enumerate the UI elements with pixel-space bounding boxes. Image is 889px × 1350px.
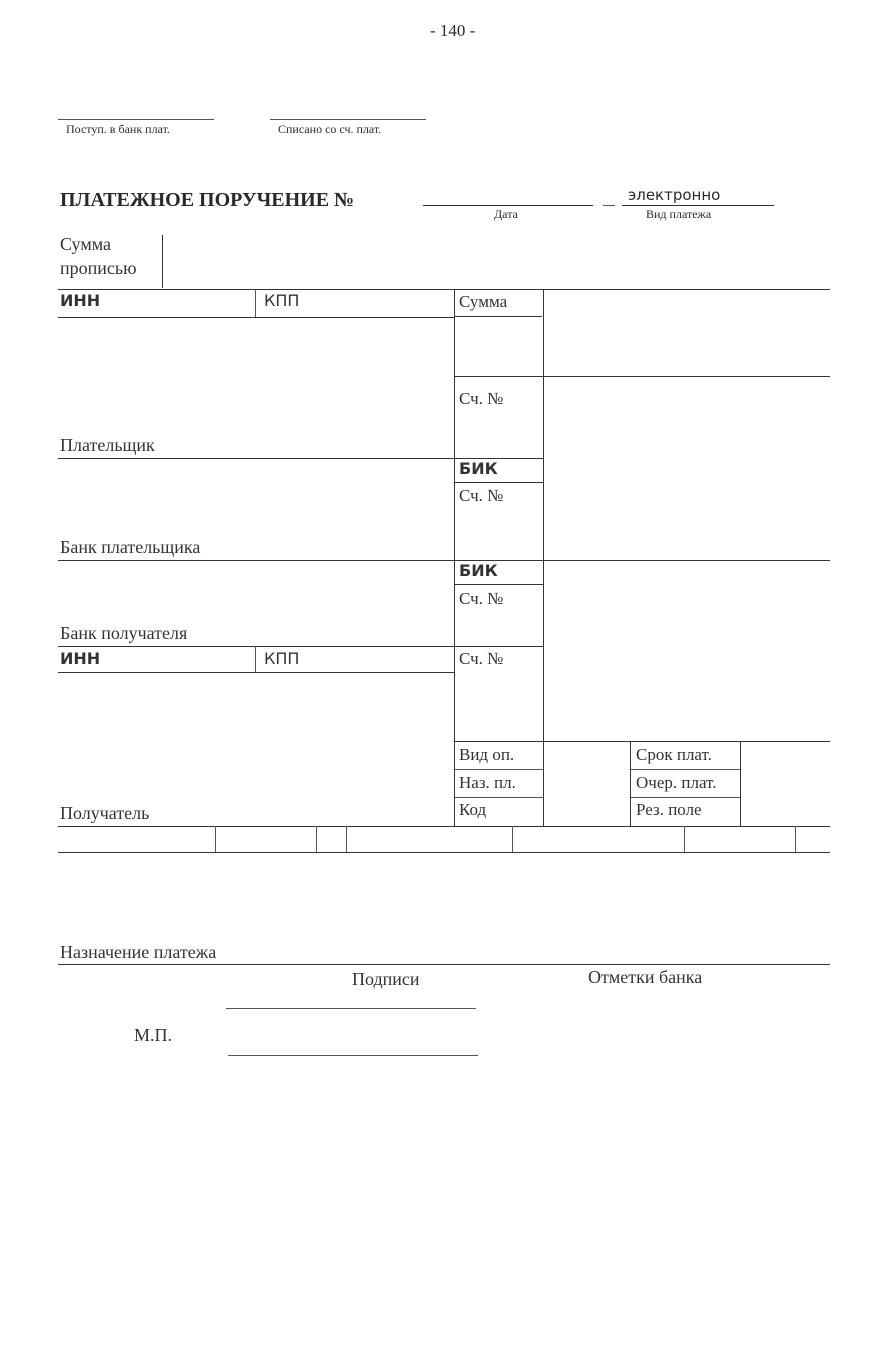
date-label: Дата xyxy=(494,207,518,221)
recipient-inn-label: ИНН xyxy=(60,649,101,668)
op-row-mid-1-right xyxy=(630,769,740,770)
bik-label-2: БИК xyxy=(459,561,498,580)
op-row-mid-1 xyxy=(454,769,544,770)
term-col-right xyxy=(740,741,741,826)
op-row-mid-2-right xyxy=(630,797,740,798)
sum-label: Сумма xyxy=(459,292,508,311)
account-label-1: Сч. № xyxy=(459,389,504,408)
bik2-bottom xyxy=(454,584,544,585)
pay-term-label: Срок плат. xyxy=(636,745,712,764)
recipient-inn-underline xyxy=(58,672,454,673)
account-label-2: Сч. № xyxy=(459,486,504,505)
reserve-label: Рез. поле xyxy=(636,800,702,819)
signatures-label: Подписи xyxy=(352,969,420,989)
page-number: - 140 - xyxy=(430,21,476,40)
payer-label: Плательщик xyxy=(60,435,155,455)
code-label: Код xyxy=(459,800,487,819)
payer-inn-underline xyxy=(58,317,454,318)
op-type-label: Вид оп. xyxy=(459,745,515,764)
payer-kpp-label: КПП xyxy=(264,291,300,310)
right-col-divider xyxy=(543,289,544,826)
purpose-label: Назначение платежа xyxy=(60,942,217,962)
bank-received-label: Поступ. в банк плат. xyxy=(66,122,170,136)
payment-type-line xyxy=(622,205,774,206)
pay-order-label: Очер. плат. xyxy=(636,773,717,792)
recipient-label: Получатель xyxy=(60,803,150,823)
signature-line-1 xyxy=(226,1008,476,1009)
extra-div-5 xyxy=(684,826,685,852)
bank-marks-label: Отметки банка xyxy=(588,967,703,987)
payment-type-value: электронно xyxy=(628,186,721,204)
extra-div-3 xyxy=(346,826,347,852)
amount-words-divider xyxy=(162,235,163,288)
bik1-bottom xyxy=(454,482,544,483)
purpose-line xyxy=(58,964,830,965)
debited-label: Списано со сч. плат. xyxy=(278,122,382,136)
amount-words-label-2: прописью xyxy=(60,258,137,278)
recipient-bank-bottom xyxy=(58,646,544,647)
recipient-bank-label: Банк получателя xyxy=(60,623,188,643)
grid-line-top xyxy=(58,289,830,290)
amount-words-label-1: Сумма xyxy=(60,234,111,254)
payer-bank-label: Банк плательщика xyxy=(60,537,201,557)
dash-mark xyxy=(603,205,615,206)
extra-div-1 xyxy=(215,826,216,852)
stamp-label: М.П. xyxy=(134,1025,173,1045)
sum-row-bottom xyxy=(454,376,830,377)
term-col-left xyxy=(630,741,631,826)
sum-box-bottom xyxy=(454,316,542,317)
payer-inn-label: ИНН xyxy=(60,291,101,310)
account-label-4: Сч. № xyxy=(459,649,504,668)
recipient-bottom-line xyxy=(58,826,830,827)
kpp2-divider xyxy=(255,646,256,672)
payment-type-label: Вид платежа xyxy=(646,207,712,221)
extra-div-2 xyxy=(316,826,317,852)
date-line xyxy=(423,205,593,206)
right-col-left-border xyxy=(454,289,455,826)
form-title: ПЛАТЕЖНОЕ ПОРУЧЕНИЕ № xyxy=(60,189,355,211)
bik-label-1: БИК xyxy=(459,459,498,478)
signature-line-2 xyxy=(228,1055,478,1056)
account-label-3: Сч. № xyxy=(459,589,504,608)
extra-div-6 xyxy=(795,826,796,852)
extra-div-4 xyxy=(512,826,513,852)
recipient-kpp-label: КПП xyxy=(264,649,300,668)
payer-bank-bottom xyxy=(58,560,830,561)
op-row-top xyxy=(454,741,830,742)
debited-line xyxy=(270,119,426,120)
bank-received-line xyxy=(58,119,214,120)
extra-row-bottom xyxy=(58,852,830,853)
purpose-code-label: Наз. пл. xyxy=(459,773,516,792)
kpp1-divider xyxy=(255,289,256,317)
op-row-mid-2 xyxy=(454,797,544,798)
